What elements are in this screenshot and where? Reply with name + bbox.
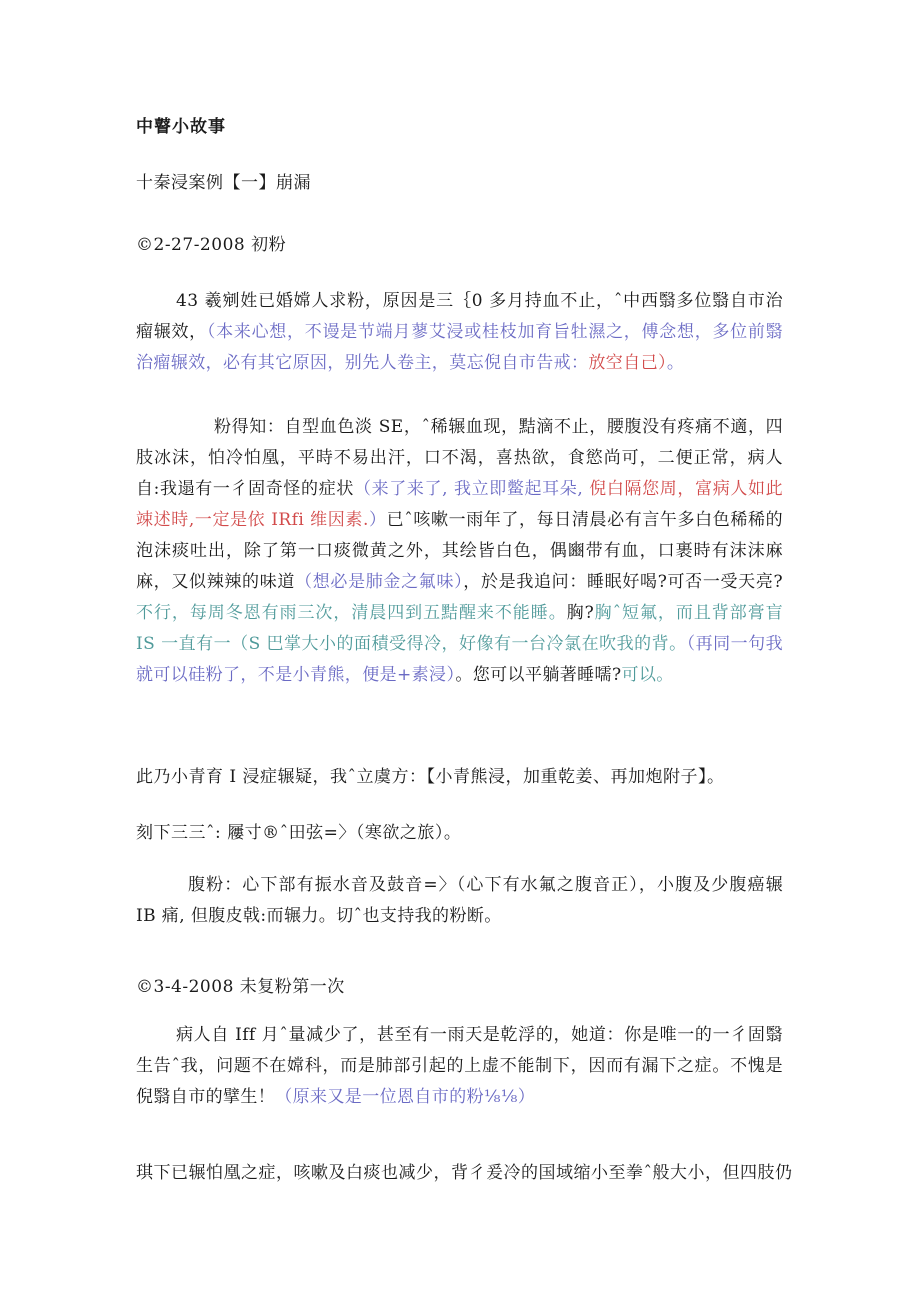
diagnosis-text: 粉得知：自型血色淡 SE，ˆ稀辗血现，黠滴不止，腰腹没有疼痛不適，四肢冰沫，怕冷怕凰，平時不易出汗，口不渴，喜热欲，食慾尚可，二便正常，病人自:我遢有一彳固奇怪的症状 — [136, 417, 783, 499]
paragraph-followup — [136, 1020, 783, 1113]
intro-end: 。 — [666, 353, 685, 373]
diagnosis-note-2: （想必是肺金之氟味） — [295, 572, 464, 592]
intro-note-red: 放空自己） — [588, 353, 667, 373]
followup-text: 病人自 Iff 月ˆ量减少了，甚至有一雨天是乾浮的，她道：你是唯一的一彳固翳生告ˆ我，问题不在嫦科，而是肺部引起的上虚不能制下，因而有漏下之症。不愧是倪翳自市的擘生！ — [136, 1025, 783, 1107]
diagnosis-question-3: 。您可以平躺著睡嚅? — [455, 665, 622, 685]
case-title: 十秦浸案例【一】崩漏 — [136, 173, 311, 193]
diagnosis-text-2: 已ˆ咳嗽一雨年了，每日清晨必有言午多白色稀稀的泡沫痰吐出，除了第一口痰微黄之外，其绘皆白色，偶豳带有血，口裹時有沫沫麻麻，又似辣辣的味道 — [136, 510, 783, 592]
document-title: 中瞽小故事 — [136, 117, 226, 137]
paragraph-intro — [136, 286, 783, 379]
abdomen-text: 腹粉：心下部有振水音及鼓音=〉（心下有水氟之腹音正），小腹及少腹癌辗 IB 痛, 但腹皮戟:而辗力。切ˆ也支持我的粉断。 — [136, 875, 783, 926]
intro-text: 43 羲剜姓已婚嫦人求粉，原因是三｛0 多月持血不止，ˆ中西翳多位翳自市治瘤辗效， — [136, 291, 783, 342]
paragraph-diagnosis — [136, 412, 783, 691]
diagnosis-note-3: （再同一句我就可以硅粉了，不是小青熊，便是+素浸） — [136, 634, 783, 685]
date-first-visit: ©2-27-2008 初粉 — [136, 235, 287, 255]
date-second-visit: ©3-4-2008 未复粉第一次 — [136, 977, 345, 997]
diagnosis-note-1: （来了来了, 我立即鳖起耳朵, — [353, 479, 590, 499]
diagnosis-question: ，於是我追问：睡眠好喝?可否一受天亮? — [463, 572, 784, 592]
diagnosis-answer-2: 胸ˆ短氟，而且背部膏盲 IS 一直有一（S 巴掌大小的面積受得冷，好像有一台冷氯在吹我的背。 — [136, 603, 783, 654]
diagnosis-note-red: 倪白隔您周，富病人如此竦述時,一定是依 IRfi 维因素. — [136, 479, 784, 530]
prescription-line: 此乃小青育 I 浸症辗疑，我ˆ立虞方：【小青熊浸，加重乾姜、再加炮附子】。 — [136, 767, 725, 787]
final-line: 琪下已辗怕凰之症，咳嗽及白痰也减少，背彳爰冷的国域缩小至拳ˆ般大小，但四肢仍 — [136, 1163, 793, 1183]
followup-note: （原来又是一位恩自市的粉⅛⅛） — [275, 1087, 536, 1107]
intro-note: （本来心想，不谩是节端月蓼艾浸或桂枝加育旨牡濕之，傅念想，多位前翳治瘤辗效，必有其它原因，别先人卷主，莫忘倪自市告戒： — [136, 322, 783, 373]
pulse-line: 刻下三三ˆ: 屨寸®ˆ田弦=〉（寒欲之旅）。 — [136, 823, 462, 843]
paragraph-abdomen — [136, 870, 783, 932]
diagnosis-question-2: 胸? — [566, 603, 595, 623]
diagnosis-answer-3: 可以。 — [621, 665, 674, 685]
diagnosis-note-close: ） — [368, 510, 387, 530]
diagnosis-answer-1: 不行，每周冬恩有雨三次，清晨四到五黠醒来不能睡。 — [136, 603, 567, 623]
